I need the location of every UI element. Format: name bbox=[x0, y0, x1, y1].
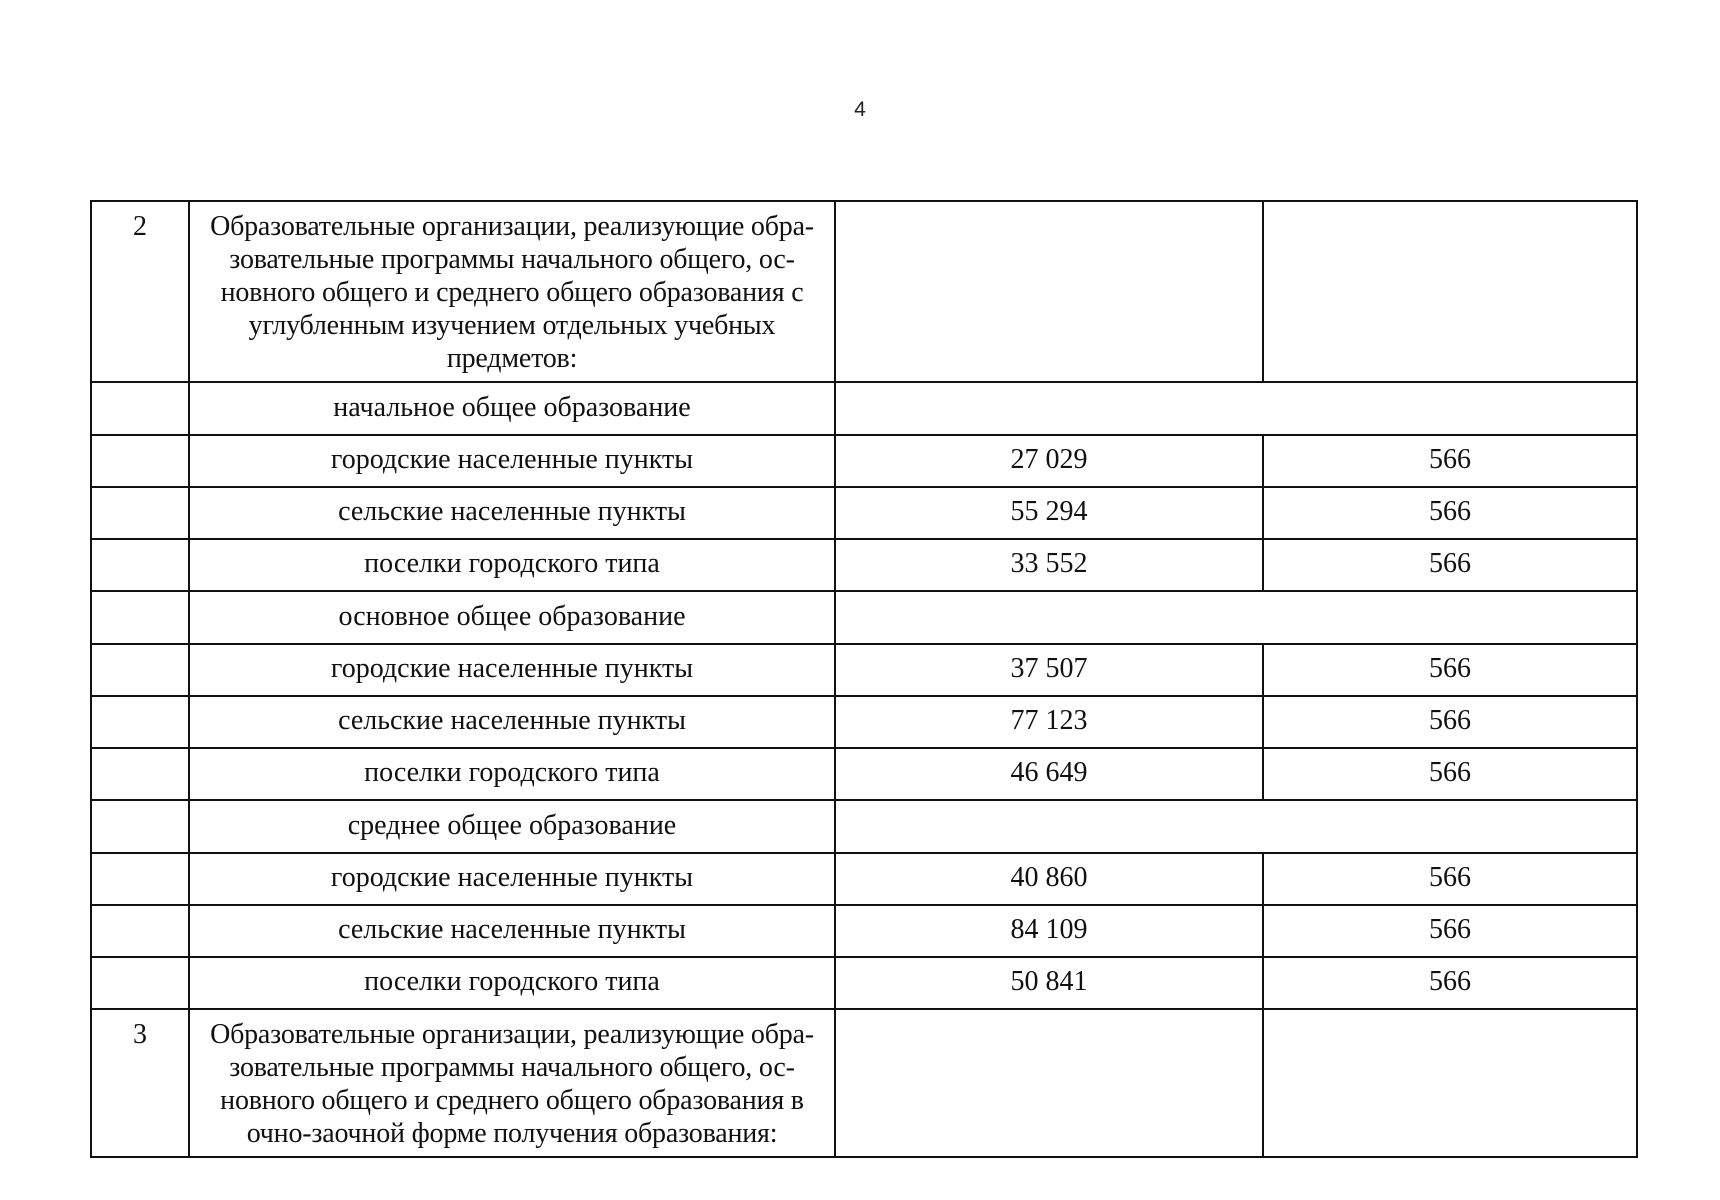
table-row bbox=[91, 487, 1637, 539]
number-cell bbox=[91, 748, 189, 800]
row-coef: 566 bbox=[1263, 487, 1637, 539]
table-row bbox=[91, 696, 1637, 748]
group-header-row bbox=[91, 382, 1637, 435]
row-value: 37 507 bbox=[835, 644, 1263, 696]
row-coef: 566 bbox=[1263, 748, 1637, 800]
table-row bbox=[91, 644, 1637, 696]
section-number: 3 bbox=[91, 1009, 189, 1157]
row-value: 33 552 bbox=[835, 539, 1263, 591]
row-label: городские населенные пункты bbox=[189, 853, 835, 905]
row-label: поселки городского типа bbox=[189, 957, 835, 1009]
row-label: сельские населенные пункты bbox=[189, 696, 835, 748]
table-row bbox=[91, 957, 1637, 1009]
number-cell bbox=[91, 644, 189, 696]
section-row bbox=[91, 201, 1637, 382]
row-label: сельские населенные пункты bbox=[189, 487, 835, 539]
number-cell bbox=[91, 853, 189, 905]
group-header-row bbox=[91, 591, 1637, 644]
number-cell bbox=[91, 591, 189, 644]
group-label: среднее общее образование bbox=[189, 800, 835, 853]
row-coef: 566 bbox=[1263, 435, 1637, 487]
row-label: городские населенные пункты bbox=[189, 644, 835, 696]
coef-cell bbox=[1263, 201, 1637, 382]
value-cell bbox=[835, 201, 1263, 382]
number-cell bbox=[91, 905, 189, 957]
number-cell bbox=[91, 382, 189, 435]
row-value: 46 649 bbox=[835, 748, 1263, 800]
row-label: сельские населенные пункты bbox=[189, 905, 835, 957]
table-row bbox=[91, 748, 1637, 800]
table-row bbox=[91, 905, 1637, 957]
coef-cell bbox=[1263, 1009, 1637, 1157]
document-table bbox=[90, 200, 1638, 1158]
row-coef: 566 bbox=[1263, 905, 1637, 957]
section-title: Образовательные организации, реализующие обра-зовательные программы начального общего, ос-новного общего и среднего общего образования в очно-заочной форме получения образования: bbox=[189, 1009, 835, 1157]
row-coef: 566 bbox=[1263, 644, 1637, 696]
row-value: 84 109 bbox=[835, 905, 1263, 957]
row-coef: 566 bbox=[1263, 957, 1637, 1009]
group-label: начальное общее образование bbox=[189, 382, 835, 435]
row-value: 77 123 bbox=[835, 696, 1263, 748]
number-cell bbox=[91, 696, 189, 748]
row-coef: 566 bbox=[1263, 696, 1637, 748]
section-number: 2 bbox=[91, 201, 189, 382]
row-value: 27 029 bbox=[835, 435, 1263, 487]
row-value: 50 841 bbox=[835, 957, 1263, 1009]
row-label: поселки городского типа bbox=[189, 539, 835, 591]
row-coef: 566 bbox=[1263, 853, 1637, 905]
value-cell bbox=[835, 1009, 1263, 1157]
row-coef: 566 bbox=[1263, 539, 1637, 591]
section-title: Образовательные организации, реализующие обра-зовательные программы начального общего, ос-новного общего и среднего общего образования с углубленным изучением отдельных учебных предметов: bbox=[189, 201, 835, 382]
section-row bbox=[91, 1009, 1637, 1157]
number-cell bbox=[91, 539, 189, 591]
row-label: поселки городского типа bbox=[189, 748, 835, 800]
page-number: 4 bbox=[854, 98, 866, 121]
number-cell bbox=[91, 487, 189, 539]
group-empty-cell bbox=[835, 591, 1637, 644]
row-label: городские населенные пункты bbox=[189, 435, 835, 487]
group-empty-cell bbox=[835, 382, 1637, 435]
group-label: основное общее образование bbox=[189, 591, 835, 644]
table-row bbox=[91, 435, 1637, 487]
row-value: 40 860 bbox=[835, 853, 1263, 905]
number-cell bbox=[91, 800, 189, 853]
number-cell bbox=[91, 435, 189, 487]
group-empty-cell bbox=[835, 800, 1637, 853]
table-row bbox=[91, 539, 1637, 591]
number-cell bbox=[91, 957, 189, 1009]
group-header-row bbox=[91, 800, 1637, 853]
table-row bbox=[91, 853, 1637, 905]
row-value: 55 294 bbox=[835, 487, 1263, 539]
